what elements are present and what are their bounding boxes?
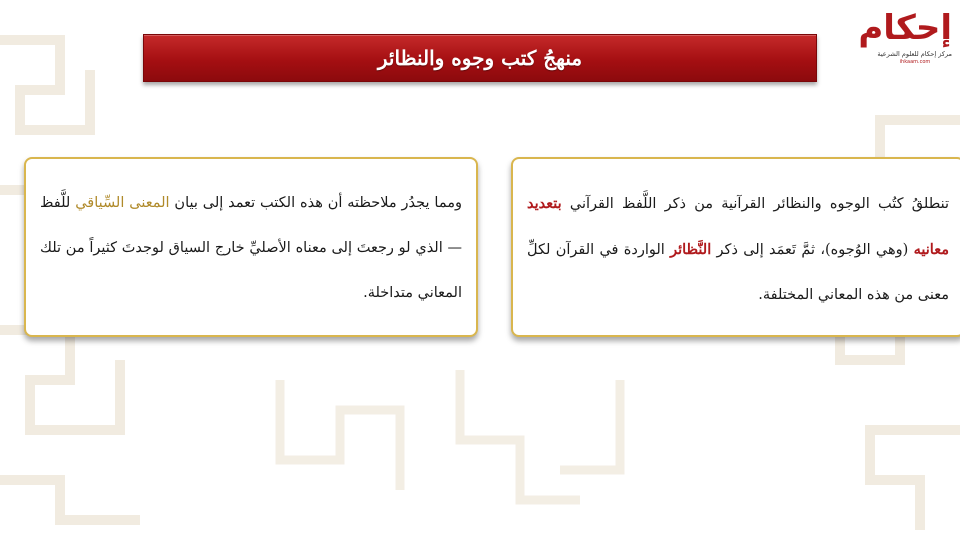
title-banner bbox=[143, 34, 817, 82]
text-segment: (وهي الوُجوه)، ثمَّ تَعمَد إلى ذكر bbox=[711, 242, 914, 258]
logo-brand: إحكام bbox=[858, 8, 952, 48]
logo-subtitle: مركز إحكام للعلوم الشرعية bbox=[877, 50, 952, 58]
text-segment: للَّفظ — الذي لو رجعتَ إلى معناه الأصليِّ خارج السياق لوجدتَ كثيراً من تلك المعاني متداخلة. bbox=[40, 195, 462, 301]
content-card-left bbox=[24, 157, 478, 337]
highlight-gold: المعنى السِّياقي bbox=[75, 195, 170, 211]
logo bbox=[858, 6, 952, 66]
logo-tagline: ihkaam.com bbox=[899, 59, 931, 65]
text-segment: تنطلقُ كتُب الوجوه والنظائر القرآنية من ذكر اللَّفظ القرآني bbox=[561, 196, 949, 212]
text-segment: الواردة في القرآن لكلِّ معنى من هذه المعاني المختلفة. bbox=[527, 242, 949, 303]
card-text bbox=[527, 181, 949, 318]
highlight-red: بتعديد معانيه bbox=[527, 195, 949, 258]
card-text bbox=[40, 181, 462, 316]
bottom-ornament bbox=[260, 340, 660, 540]
highlight-red: النَّظائر bbox=[670, 241, 712, 258]
content-card-right bbox=[511, 157, 960, 337]
text-segment: ومما يجدُر ملاحظته أن هذه الكتب تعمد إلى بيان bbox=[169, 195, 462, 211]
page-title: منهجُ كتب وجوه والنظائر bbox=[377, 46, 583, 70]
